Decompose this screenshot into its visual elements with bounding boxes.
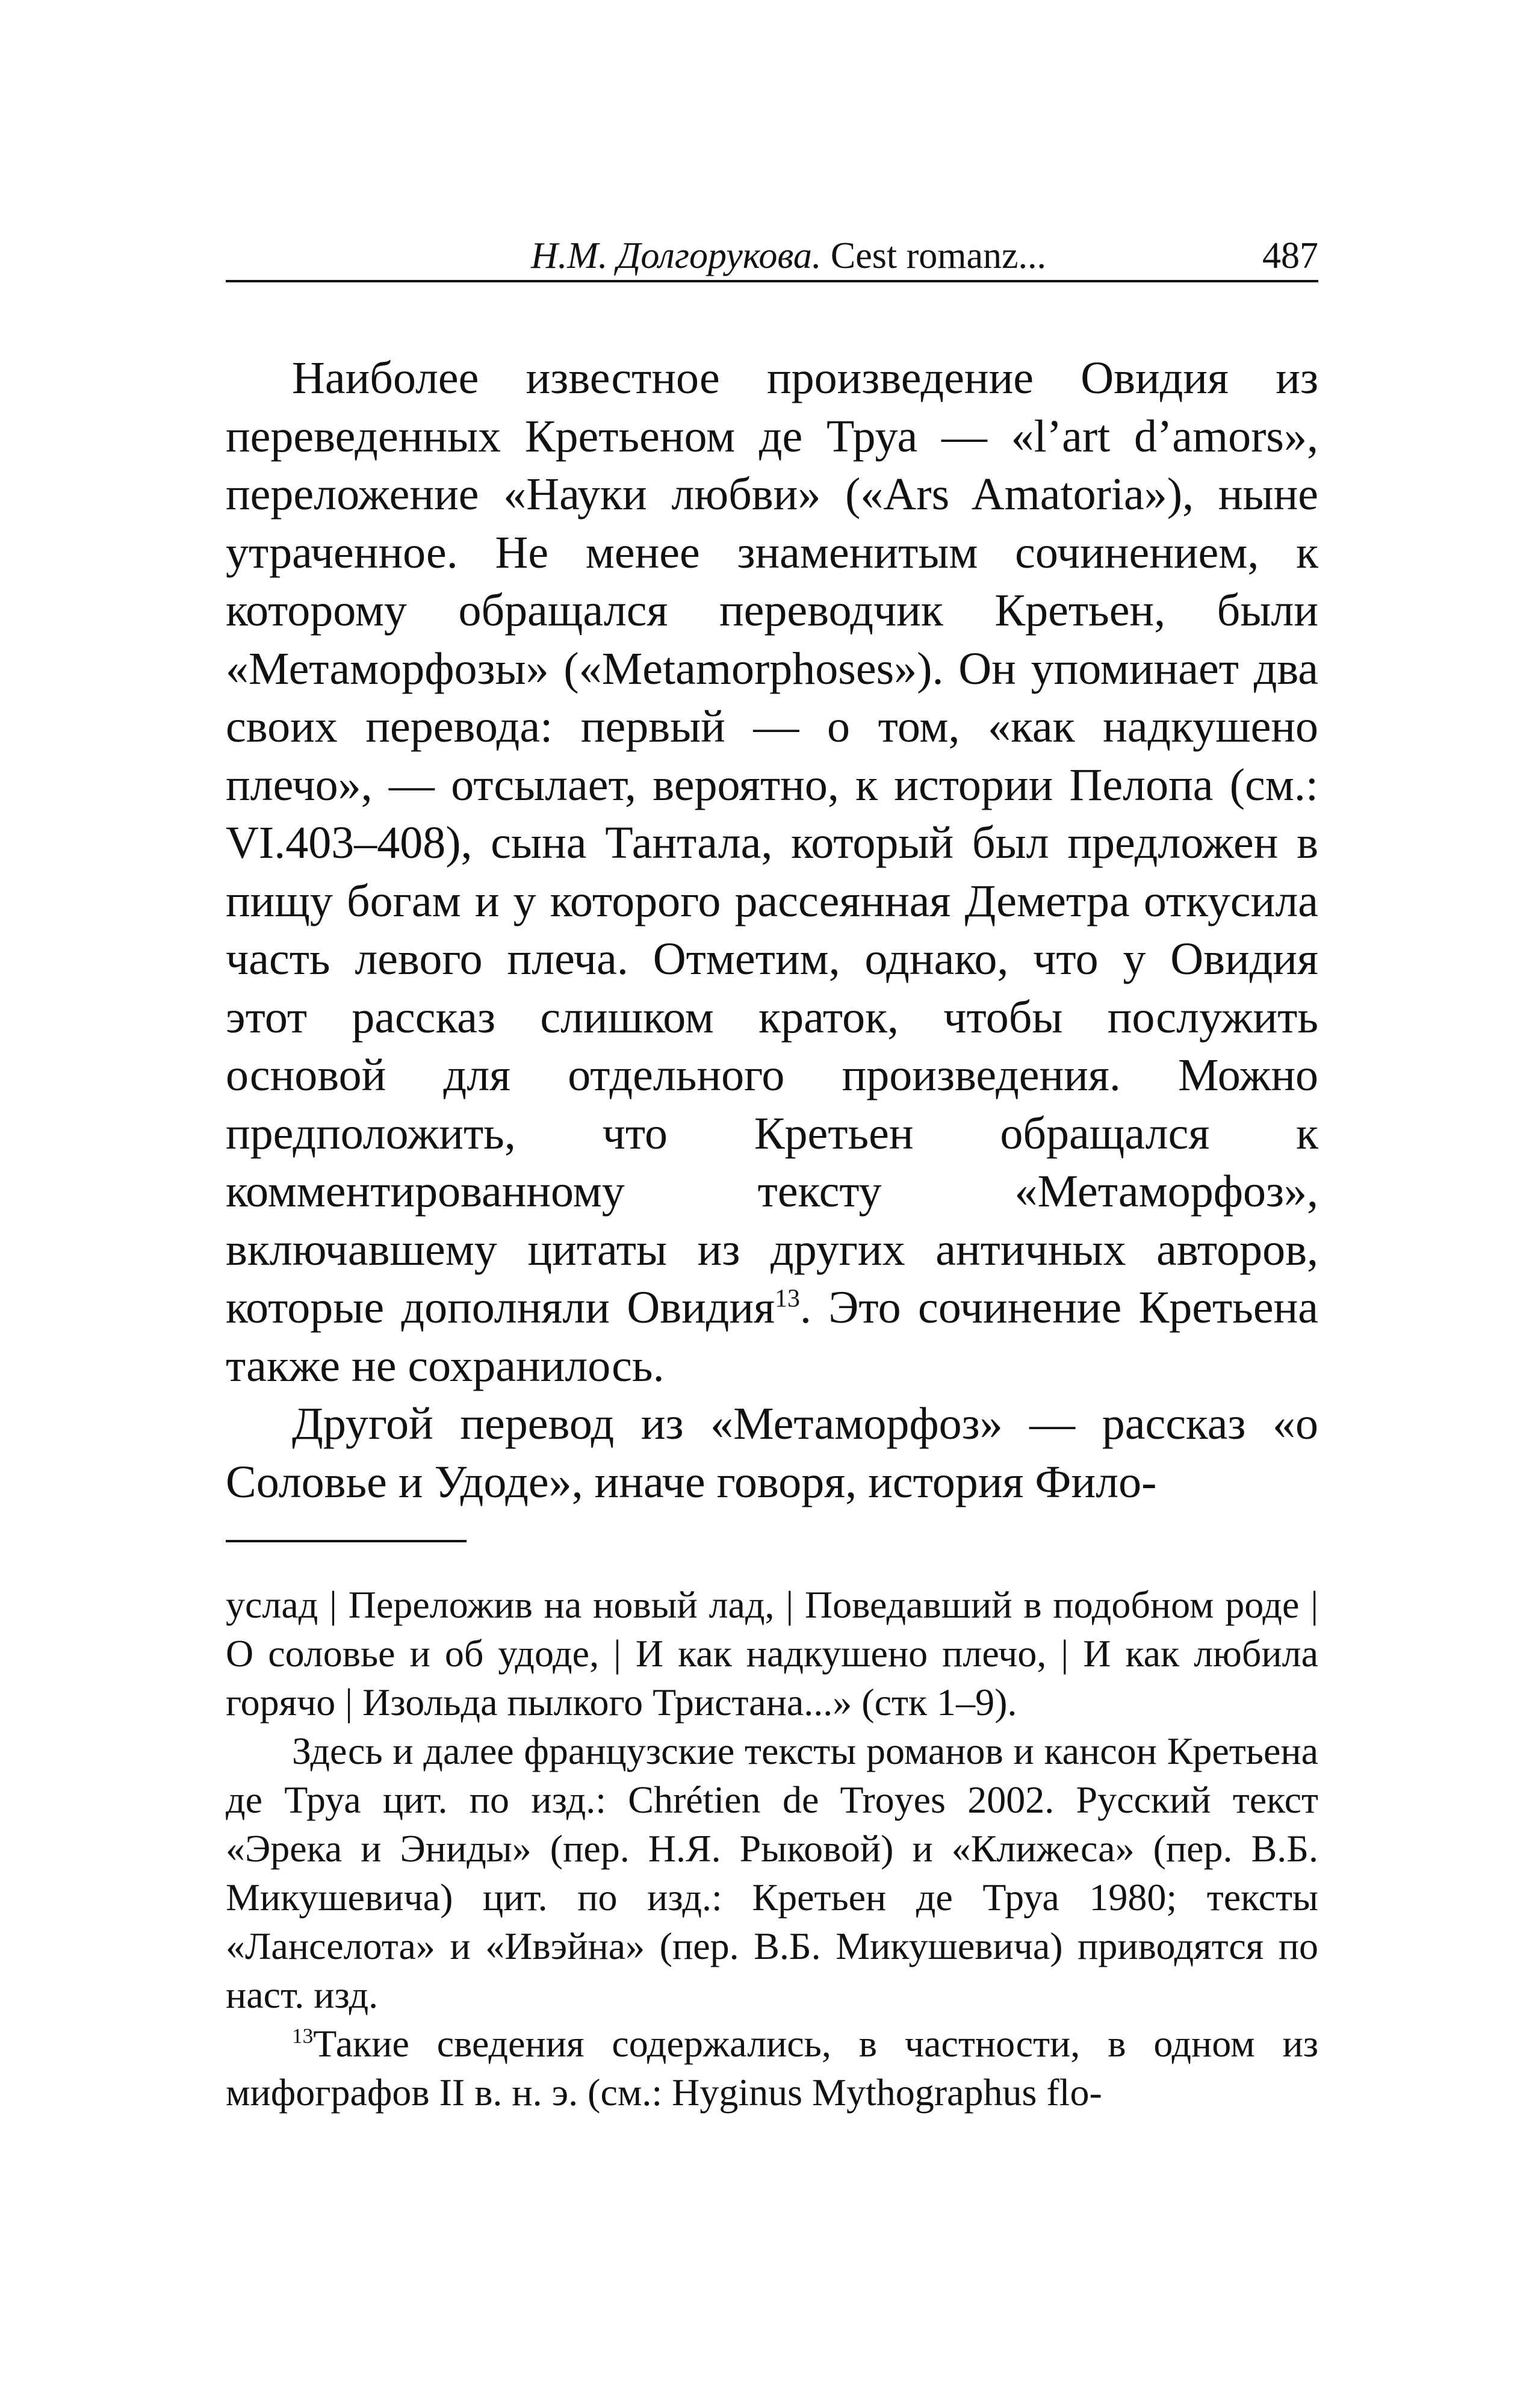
footnote-divider xyxy=(226,1540,467,1542)
footnote-13-number: 13 xyxy=(292,2024,314,2048)
main-text xyxy=(226,349,1318,1511)
paragraph-2: Другой перевод из «Метаморфоз» — рассказ «о Соловье и Удоде», иначе говоря, история Фило- xyxy=(226,1398,1318,1507)
paragraph-1-text-end: . Это сочинение Кретьена также не сохранилось. xyxy=(226,1282,1318,1391)
paragraph-1-text: Наиболее известное произведение Овидия из переведенных Кретьеном де Труа — «l’art d’amors», переложение «Науки любви» («Ars Amatoria»), ныне утраченное. Не менее знаменитым сочинением, к которому обращался переводчик Кретьен, были «Метаморфозы» («Metamorphoses»). Он упоминает два своих перевода: первый — о том, «как надкушено плечо», — отсылает, вероятно, к истории Пелопа (см.: VI.403–408), сына Тантала, который был предложен в пищу богам и у которого рассеянная Деметра откусила часть левого плеча. Отметим, однако, что у Овидия этот рассказ слишком краток, чтобы послужить основой для отдельного произведения. Можно предположить, что Кретьен обращался к комментированному тексту «Метаморфоз», включавшему цитаты из других античных авторов, которые дополняли Овидия xyxy=(226,353,1318,1333)
running-title xyxy=(442,232,1135,280)
footnotes xyxy=(226,1580,1318,2117)
footnote-ref-13: 13 xyxy=(775,1285,800,1313)
footnote-13 xyxy=(226,2019,1318,2117)
page-number: 487 xyxy=(1262,235,1318,276)
running-title-author: Н.М. Долгорукова. xyxy=(530,235,822,276)
footnote-13-text: Такие сведения содержались, в частности, в одном из мифографов II в. н. э. (см.: Hyginus Mythographus flo- xyxy=(226,2022,1318,2114)
footnote-continuation: услад | Переложив на новый лад, | Поведавший в подобном роде | О соловье и об удоде, | И как надкушено плечо, | И как любила горячо | Изольда пылкого Тристана...» (стк 1–9). xyxy=(226,1583,1318,1724)
paragraph-1 xyxy=(226,349,1318,1395)
footnote-sources: Здесь и далее французские тексты романов и кансон Кретьена де Труа цит. по изд.: Chrétien de Troyes 2002. Русский текст «Эрека и Эниды» (пер. Н.Я. Рыковой) и «Клижеса» (пер. В.Б. Микушевича) цит. по изд.: Кретьен де Труа 1980; тексты «Ланселота» и «Ивэйна» (пер. В.Б. Микушевича) приводятся по наст. изд. xyxy=(226,1730,1318,2016)
running-title-text: Cest romanz... xyxy=(821,235,1047,276)
running-header xyxy=(226,232,1318,282)
